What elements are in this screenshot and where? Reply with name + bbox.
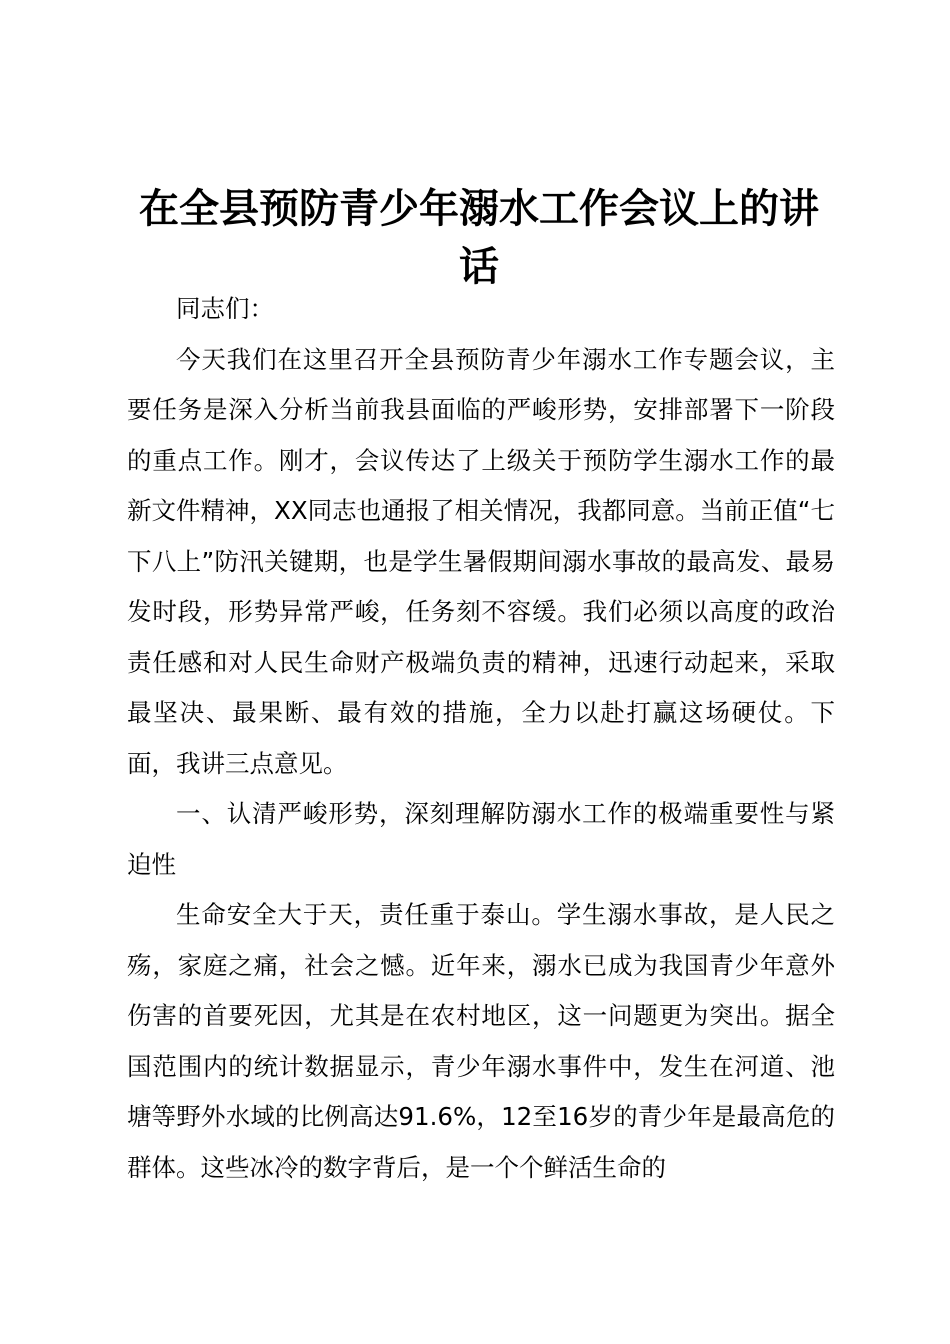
paragraph: 生命安全大于天，责任重于泰山。学生溺水事故，是人民之殇，家庭之痛，社会之憾。近年来，溺水已成为我国青少年意外伤害的首要死因，尤其是在农村地区，这一问题更为突出。据全国范围内的统计数据显示，青少年溺水事件中，发生在河道、池塘等野外水域的比例高达91.6%，12至16岁的青少年是最高危的群体。这些冰冷的数字背后，是一个个鲜活生命的 <box>127 900 835 1182</box>
document-body <box>127 284 835 1193</box>
paragraph: 今天我们在这里召开全县预防青少年溺水工作专题会议，主要任务是深入分析当前我县面临的严峻形势，安排部署下一阶段的重点工作。刚才，会议传达了上级关于预防学生溺水工作的最新文件精神，XX同志也通报了相关情况，我都同意。当前正值“七下八上”防汛关键期，也是学生暑假期间溺水事故的最高发、最易发时段，形势异常严峻，任务刻不容缓。我们必须以高度的政治责任感和对人民生命财产极端负责的精神，迅速行动起来，采取最坚决、最果断、最有效的措施，全力以赴打赢这场硬仗。下面，我讲三点意见。 <box>127 344 835 778</box>
document-title: 在全县预防青少年溺水工作会议上的讲话 <box>139 185 819 290</box>
salutation: 同志们： <box>176 294 274 323</box>
section-heading: 一、认清严峻形势，深刻理解防溺水工作的极端重要性与紧迫性 <box>127 799 835 879</box>
